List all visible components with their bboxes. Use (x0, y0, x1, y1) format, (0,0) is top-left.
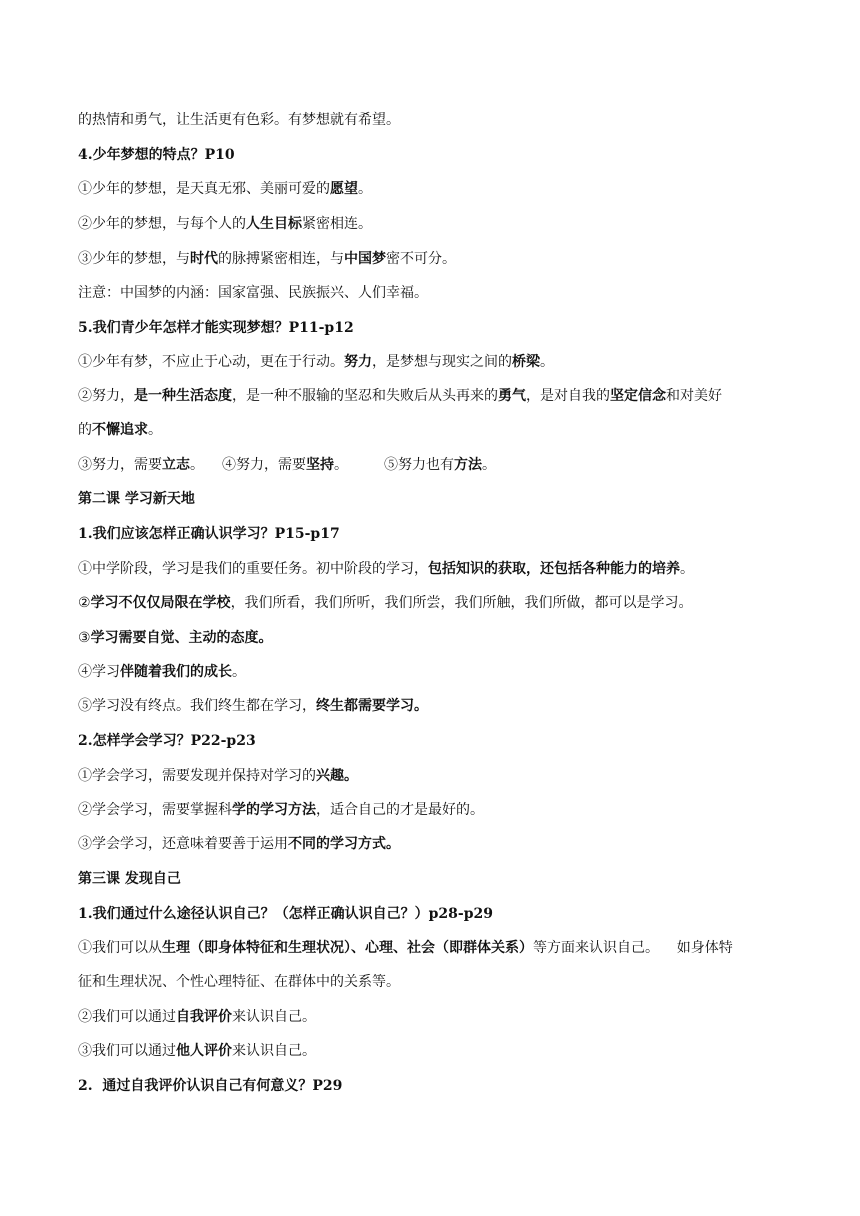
paragraph-3-1-2: ②我们可以通过自我评价来认识自己。 (78, 1009, 316, 1025)
lesson-2-title: 第二课 学习新天地 (78, 491, 195, 507)
question-heading-3-1: 1.我们通过什么途径认识自己？（怎样正确认识自己？）p28-p29 (78, 906, 493, 922)
paragraph-5-2: ②努力，是一种生活态度，是一种不服输的坚忍和失败后从头再来的勇气，是对自我的坚定信念和对美好 (78, 388, 722, 404)
paragraph-3-1-1: ①我们可以从生理（即身体特征和生理状况）、心理、社会（即群体关系）等方面来认识自己。 如身体特 (78, 940, 733, 956)
paragraph-5-1: ①少年有梦，不应止于心动，更在于行动。努力，是梦想与现实之间的桥梁。 (78, 354, 554, 370)
paragraph-4-1: ①少年的梦想，是天真无邪、美丽可爱的愿望。 (78, 181, 372, 197)
question-heading-2-2: 2.怎样学会学习？P22-p23 (78, 733, 256, 749)
paragraph-3-1-1-cont: 征和生理状况、个性心理特征、在群体中的关系等。 (78, 974, 400, 990)
question-heading-3-2: 2. 通过自我评价认识自己有何意义？P29 (78, 1078, 343, 1094)
paragraph-4-2: ②少年的梦想，与每个人的人生目标紧密相连。 (78, 216, 372, 232)
paragraph-continuation: 的热情和勇气，让生活更有色彩。有梦想就有希望。 (78, 112, 400, 128)
paragraph-2-2-3: ③学会学习，还意味着要善于运用不同的学习方式。 (78, 836, 400, 852)
lesson-3-title: 第三课 发现自己 (78, 871, 181, 887)
question-heading-5: 5.我们青少年怎样才能实现梦想？P11-p12 (78, 320, 354, 336)
paragraph-3-1-3: ③我们可以通过他人评价来认识自己。 (78, 1043, 316, 1059)
paragraph-2-1-1: ①中学阶段，学习是我们的重要任务。初中阶段的学习，包括知识的获取，还包括各种能力的培养。 (78, 561, 694, 577)
paragraph-2-1-3: ③学习需要自觉、主动的态度。 (78, 630, 273, 646)
paragraph-5-2-cont: 的不懈追求。 (78, 422, 162, 438)
question-heading-2-1: 1.我们应该怎样正确认识学习？P15-p17 (78, 526, 340, 542)
paragraph-5-3: ③努力，需要立志。 ④努力，需要坚持。 ⑤努力也有方法。 (78, 457, 496, 473)
note-line: 注意：中国梦的内涵：国家富强、民族振兴、人们幸福。 (78, 285, 428, 301)
paragraph-2-2-2: ②学会学习，需要掌握科学的学习方法，适合自己的才是最好的。 (78, 802, 484, 818)
paragraph-2-1-4: ④学习伴随着我们的成长。 (78, 664, 246, 680)
question-heading-4: 4.少年梦想的特点？P10 (78, 147, 235, 163)
paragraph-2-2-1: ①学会学习，需要发现并保持对学习的兴趣。 (78, 768, 358, 784)
paragraph-4-3: ③少年的梦想，与时代的脉搏紧密相连，与中国梦密不可分。 (78, 251, 456, 267)
paragraph-2-1-5: ⑤学习没有终点。我们终生都在学习，终生都需要学习。 (78, 698, 428, 714)
paragraph-2-1-2: ②学习不仅仅局限在学校，我们所看，我们所听，我们所尝，我们所触，我们所做，都可以是学习。 (78, 595, 693, 611)
